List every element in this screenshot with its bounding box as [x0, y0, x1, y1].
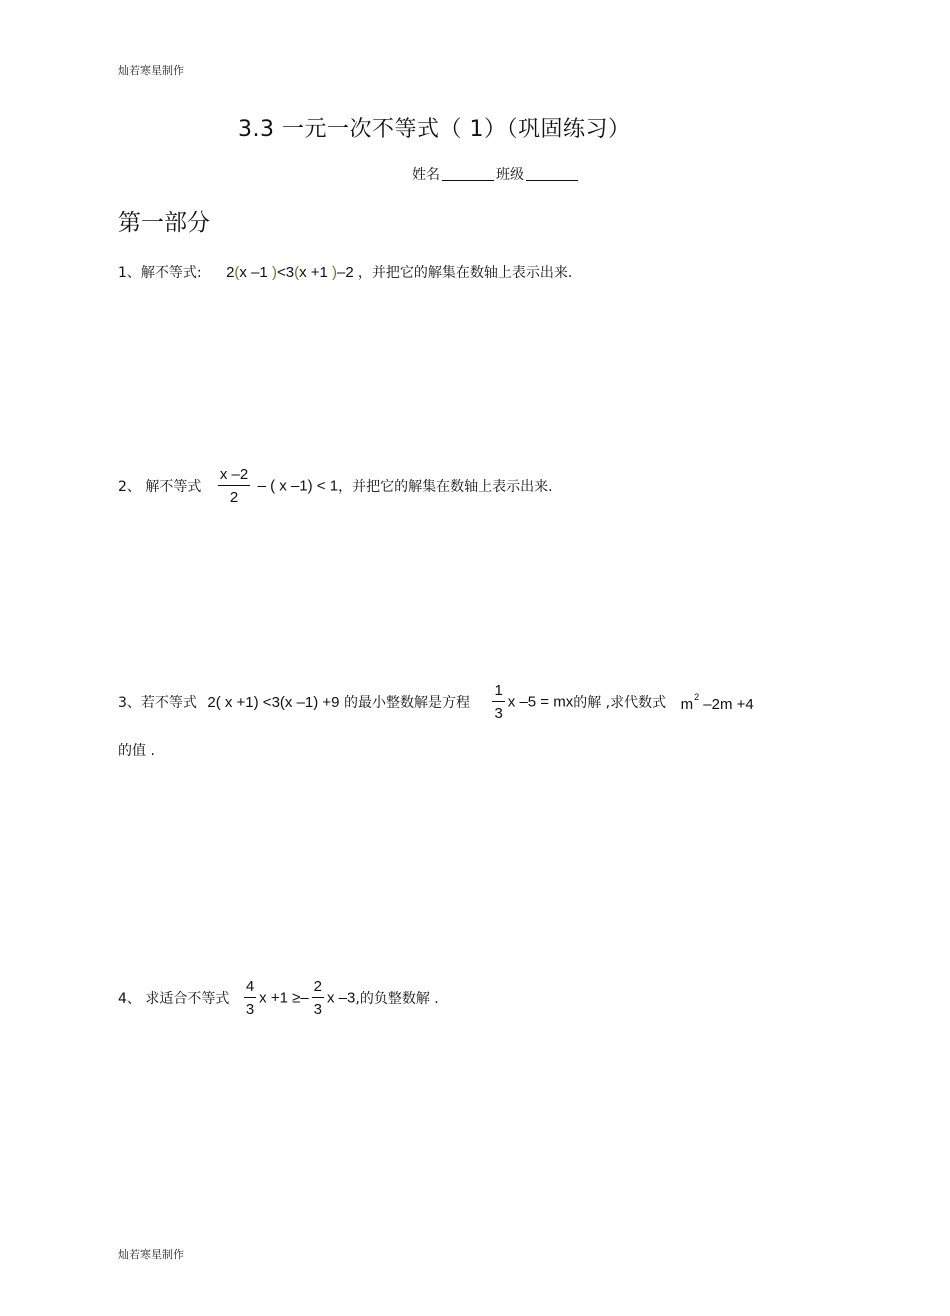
q4-fraction-2	[312, 978, 324, 1018]
q4-denominator-2: 3	[313, 1001, 323, 1018]
class-blank[interactable]	[526, 166, 578, 181]
q3-expr-m: m	[680, 695, 694, 713]
question-4	[118, 978, 439, 1018]
q3-label: 3、若不等式	[118, 695, 197, 711]
q3-expr-rest: –2m +4	[703, 695, 754, 713]
q1-label: 1、解不等式:	[118, 265, 202, 281]
q4-label: 4、 求适合不等式	[118, 991, 230, 1007]
q2-fraction	[218, 466, 250, 506]
q4-end: x –3	[327, 989, 356, 1007]
q1-term: x –1	[239, 264, 268, 281]
q4-numerator-2: 2	[312, 978, 324, 998]
q1-inequality	[226, 264, 358, 281]
q1-paren: (	[234, 264, 240, 281]
q3-equation: x –5 = mx	[507, 693, 574, 711]
name-blank[interactable]	[442, 166, 494, 181]
q3-exponent: 2	[694, 691, 700, 702]
q1-paren: (	[294, 264, 300, 281]
q2-denominator: 2	[229, 489, 239, 506]
question-2	[118, 466, 553, 506]
q1-paren: )	[271, 264, 277, 281]
q2-label: 2、 解不等式	[118, 479, 202, 495]
q4-numerator-1: 4	[244, 978, 256, 998]
q2-numerator: x –2	[218, 466, 250, 486]
question-3-line-2: 的值 .	[118, 743, 155, 759]
name-class-line	[412, 164, 580, 184]
section-title: 第一部分	[118, 210, 210, 236]
q3-fraction	[492, 682, 504, 722]
footer-note: 灿若寒星制作	[118, 1248, 184, 1261]
page-title: 3.3 一元一次不等式（ 1）（巩固练习）	[238, 117, 631, 142]
q4-denominator-1: 3	[245, 1001, 255, 1018]
q1-term: –2	[337, 264, 354, 281]
q4-mid: x +1 ≥–	[259, 989, 309, 1007]
q3-numerator: 1	[492, 682, 504, 702]
q1-paren: )	[332, 264, 338, 281]
q3-inequality: 2( x +1) <3(x –1) +9	[207, 693, 340, 711]
question-1	[118, 262, 572, 282]
q3-tail: 的解 ,求代数式	[573, 695, 667, 711]
question-3	[118, 682, 754, 722]
q3-expression	[680, 691, 754, 713]
q3-mid: 的最小整数解是方程	[343, 695, 470, 711]
q1-term: 2	[226, 264, 235, 281]
class-label: 班级	[496, 167, 524, 183]
q4-suffix: ,的负整数解 .	[355, 991, 439, 1007]
q1-suffix: ，并把它的解集在数轴上表示出来.	[357, 265, 573, 281]
q3-denominator: 3	[494, 705, 503, 722]
q1-term: x +1	[299, 264, 328, 281]
q1-term: <3	[276, 264, 295, 281]
q4-fraction-1	[244, 978, 256, 1018]
q2-rest: – ( x –1) < 1	[257, 477, 339, 495]
name-label: 姓名	[412, 167, 440, 183]
header-note: 灿若寒星制作	[118, 64, 184, 77]
q2-suffix: ，并把它的解集在数轴上表示出来.	[338, 479, 553, 495]
